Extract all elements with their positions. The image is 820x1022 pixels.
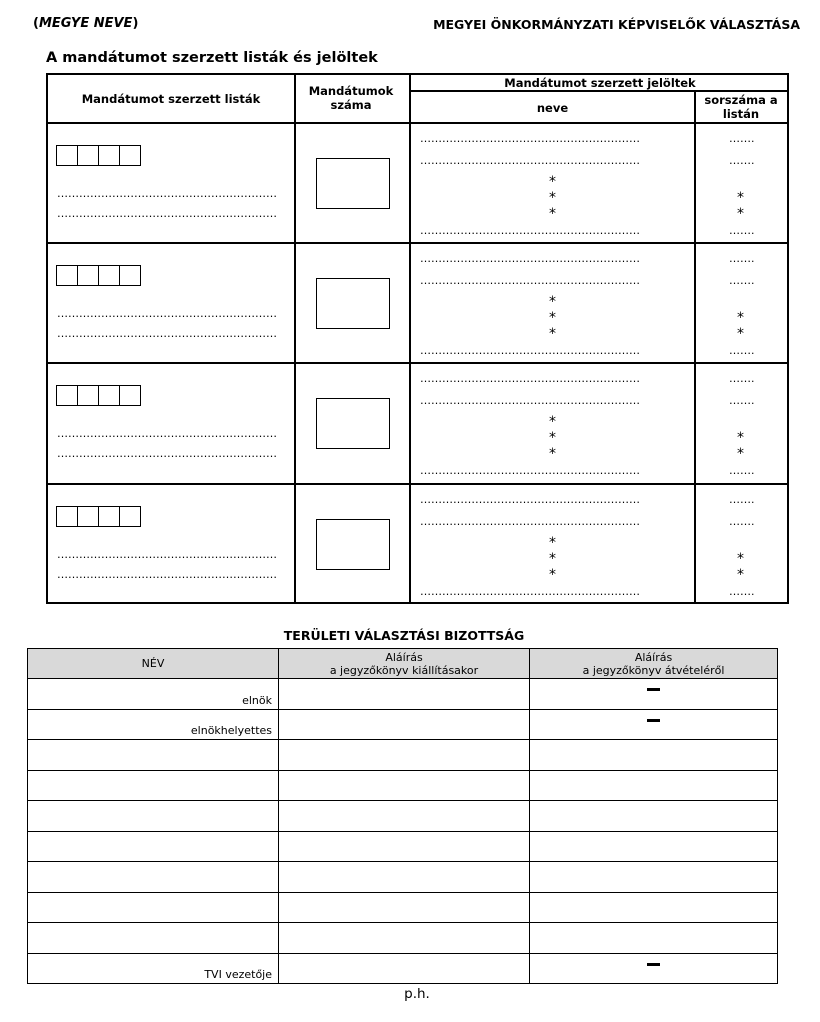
candidate-name-line[interactable]: …………………………………………………… bbox=[420, 586, 640, 598]
candidate-name-line[interactable]: …………………………………………………… bbox=[420, 345, 640, 357]
signature-cell[interactable] bbox=[279, 679, 530, 710]
list-name-line[interactable]: …………………………………………………… bbox=[57, 569, 277, 581]
name-cell[interactable] bbox=[28, 770, 279, 801]
mandate-count-box[interactable] bbox=[316, 519, 390, 570]
rank-dot: . bbox=[751, 225, 755, 237]
code-box-cell[interactable] bbox=[119, 385, 141, 406]
star-mark: * bbox=[737, 551, 744, 567]
mandate-count-box[interactable] bbox=[316, 398, 390, 449]
candidate-name-line[interactable]: …………………………………………………… bbox=[420, 494, 640, 506]
signature-cell[interactable] bbox=[530, 831, 778, 862]
code-box-cell[interactable] bbox=[119, 145, 141, 166]
star-mark: * bbox=[549, 567, 556, 583]
col-header-rank: sorszáma a listán bbox=[704, 93, 778, 121]
col-header-count: Mandátumok száma bbox=[308, 84, 394, 112]
candidate-rank-line[interactable]: …… bbox=[729, 275, 751, 287]
committee-title: TERÜLETI VÁLASZTÁSI BIZOTTSÁG bbox=[283, 628, 525, 643]
rank-dot: . bbox=[751, 275, 755, 287]
candidate-rank-line[interactable]: …… bbox=[729, 586, 751, 598]
star-mark: * bbox=[737, 430, 744, 446]
signature-cell[interactable] bbox=[279, 862, 530, 893]
rank-dot: . bbox=[751, 253, 755, 265]
candidate-name-line[interactable]: …………………………………………………… bbox=[420, 253, 640, 265]
dash-mark bbox=[647, 963, 660, 966]
signature-cell[interactable] bbox=[279, 770, 530, 801]
signature-cell[interactable] bbox=[279, 892, 530, 923]
row-divider bbox=[48, 362, 787, 364]
rank-dot: . bbox=[751, 465, 755, 477]
candidate-name-line[interactable]: …………………………………………………… bbox=[420, 373, 640, 385]
star-mark: * bbox=[737, 190, 744, 206]
list-code-boxes[interactable] bbox=[56, 145, 141, 166]
signature-cell[interactable] bbox=[530, 953, 778, 984]
table-row bbox=[28, 831, 778, 862]
role-label-vice-chair: elnökhelyettes bbox=[190, 724, 272, 737]
code-box-cell[interactable] bbox=[98, 506, 120, 527]
star-mark: * bbox=[549, 294, 556, 310]
table-row bbox=[28, 892, 778, 923]
committee-table bbox=[27, 648, 778, 984]
name-cell[interactable] bbox=[28, 831, 279, 862]
name-cell[interactable] bbox=[28, 862, 279, 893]
candidate-name-line[interactable]: …………………………………………………… bbox=[420, 516, 640, 528]
county-name-header: (MEGYE NEVE) bbox=[33, 16, 139, 31]
candidate-name-line[interactable]: …………………………………………………… bbox=[420, 275, 640, 287]
section-title: A mandátumot szerzett listák és jelöltek bbox=[46, 50, 378, 66]
table-row bbox=[28, 953, 778, 984]
signature-cell[interactable] bbox=[279, 740, 530, 771]
col-header-name: neve bbox=[536, 101, 569, 115]
col-header-lists: Mandátumot szerzett listák bbox=[81, 92, 261, 106]
signature-cell[interactable] bbox=[530, 801, 778, 832]
candidate-rank-line[interactable]: …… bbox=[729, 465, 751, 477]
candidate-rank-line[interactable]: …… bbox=[729, 494, 751, 506]
code-box-cell[interactable] bbox=[56, 145, 78, 166]
code-box-cell[interactable] bbox=[77, 385, 99, 406]
signature-cell[interactable] bbox=[530, 862, 778, 893]
code-box-cell[interactable] bbox=[119, 506, 141, 527]
col-divider bbox=[294, 75, 296, 602]
star-mark: * bbox=[737, 326, 744, 342]
list-name-line[interactable]: …………………………………………………… bbox=[57, 208, 277, 220]
rank-dot: . bbox=[751, 133, 755, 145]
candidate-rank-line[interactable]: …… bbox=[729, 133, 751, 145]
list-name-line[interactable]: …………………………………………………… bbox=[57, 188, 277, 200]
star-mark: * bbox=[549, 430, 556, 446]
signature-cell[interactable] bbox=[279, 923, 530, 954]
star-mark: * bbox=[549, 446, 556, 462]
name-cell[interactable] bbox=[28, 953, 279, 984]
candidate-rank-line[interactable]: …… bbox=[729, 345, 751, 357]
dash-mark bbox=[647, 719, 660, 722]
candidate-name-line[interactable]: …………………………………………………… bbox=[420, 225, 640, 237]
star-mark: * bbox=[549, 174, 556, 190]
code-box-cell[interactable] bbox=[56, 385, 78, 406]
table-row bbox=[28, 679, 778, 710]
col-header-name: NÉV bbox=[28, 649, 279, 679]
code-box-cell[interactable] bbox=[77, 506, 99, 527]
code-box-cell[interactable] bbox=[56, 265, 78, 286]
rank-dot: . bbox=[751, 155, 755, 167]
star-mark: * bbox=[737, 206, 744, 222]
dash-mark bbox=[647, 688, 660, 691]
star-mark: * bbox=[549, 535, 556, 551]
table-row bbox=[28, 770, 778, 801]
code-box-cell[interactable] bbox=[98, 385, 120, 406]
name-cell[interactable] bbox=[28, 801, 279, 832]
col-header-signature-receipt: Aláírás a jegyzőkönyv átvételéről bbox=[530, 649, 778, 679]
list-name-line[interactable]: …………………………………………………… bbox=[57, 448, 277, 460]
mandate-count-box[interactable] bbox=[316, 158, 390, 209]
star-mark: * bbox=[737, 310, 744, 326]
star-mark: * bbox=[549, 310, 556, 326]
star-mark: * bbox=[549, 206, 556, 222]
candidate-rank-line[interactable]: …… bbox=[729, 373, 751, 385]
signature-cell[interactable] bbox=[530, 740, 778, 771]
row-divider bbox=[48, 242, 787, 244]
candidate-name-line[interactable]: …………………………………………………… bbox=[420, 465, 640, 477]
candidate-name-line[interactable]: …………………………………………………… bbox=[420, 133, 640, 145]
table-row bbox=[28, 740, 778, 771]
list-name-line[interactable]: …………………………………………………… bbox=[57, 308, 277, 320]
signature-cell[interactable] bbox=[530, 770, 778, 801]
signature-cell[interactable] bbox=[530, 892, 778, 923]
candidate-rank-line[interactable]: …… bbox=[729, 516, 751, 528]
star-mark: * bbox=[737, 567, 744, 583]
code-box-cell[interactable] bbox=[77, 145, 99, 166]
row-divider bbox=[409, 90, 787, 92]
role-label-tvi-head: TVI vezetője bbox=[204, 968, 272, 981]
code-box-cell[interactable] bbox=[98, 265, 120, 286]
signature-cell[interactable] bbox=[279, 709, 530, 740]
list-name-line[interactable]: …………………………………………………… bbox=[57, 328, 277, 340]
code-box-cell[interactable] bbox=[98, 145, 120, 166]
star-mark: * bbox=[737, 446, 744, 462]
col-divider bbox=[409, 75, 411, 602]
code-box-cell[interactable] bbox=[56, 506, 78, 527]
list-code-boxes[interactable] bbox=[56, 506, 141, 527]
signature-cell[interactable] bbox=[279, 953, 530, 984]
table-row bbox=[28, 709, 778, 740]
name-cell[interactable] bbox=[28, 892, 279, 923]
candidate-rank-line[interactable]: …… bbox=[729, 395, 751, 407]
role-label-chair: elnök bbox=[242, 693, 272, 707]
candidate-rank-line[interactable]: …… bbox=[729, 155, 751, 167]
table-row bbox=[28, 862, 778, 893]
name-cell[interactable] bbox=[28, 923, 279, 954]
name-cell[interactable] bbox=[28, 679, 279, 710]
mandate-table bbox=[46, 73, 789, 604]
code-box-cell[interactable] bbox=[119, 265, 141, 286]
rank-dot: . bbox=[751, 494, 755, 506]
row-divider bbox=[48, 483, 787, 485]
col-divider bbox=[694, 91, 696, 602]
list-name-line[interactable]: …………………………………………………… bbox=[57, 549, 277, 561]
star-mark: * bbox=[549, 414, 556, 430]
committee-header-row bbox=[28, 649, 778, 679]
signature-cell[interactable] bbox=[279, 831, 530, 862]
table-row bbox=[28, 923, 778, 954]
list-code-boxes[interactable] bbox=[56, 265, 141, 286]
candidate-rank-line[interactable]: …… bbox=[729, 225, 751, 237]
row-divider bbox=[48, 122, 787, 124]
signature-cell[interactable] bbox=[530, 679, 778, 710]
name-cell[interactable] bbox=[28, 709, 279, 740]
rank-dot: . bbox=[751, 395, 755, 407]
code-box-cell[interactable] bbox=[77, 265, 99, 286]
signature-cell[interactable] bbox=[530, 923, 778, 954]
candidate-rank-line[interactable]: …… bbox=[729, 253, 751, 265]
election-title: MEGYEI ÖNKORMÁNYZATI KÉPVISELŐK VÁLASZTÁSA bbox=[433, 17, 800, 32]
stamp-label: p.h. bbox=[404, 986, 430, 1002]
candidate-name-line[interactable]: …………………………………………………… bbox=[420, 395, 640, 407]
candidate-name-line[interactable]: …………………………………………………… bbox=[420, 155, 640, 167]
star-mark: * bbox=[549, 551, 556, 567]
list-code-boxes[interactable] bbox=[56, 385, 141, 406]
name-cell[interactable] bbox=[28, 740, 279, 771]
star-mark: * bbox=[549, 190, 556, 206]
signature-cell[interactable] bbox=[530, 709, 778, 740]
table-row bbox=[28, 801, 778, 832]
rank-dot: . bbox=[751, 516, 755, 528]
list-name-line[interactable]: …………………………………………………… bbox=[57, 428, 277, 440]
rank-dot: . bbox=[751, 586, 755, 598]
rank-dot: . bbox=[751, 345, 755, 357]
rank-dot: . bbox=[751, 373, 755, 385]
col-header-signature-issue: Aláírás a jegyzőkönyv kiállításakor bbox=[279, 649, 530, 679]
star-mark: * bbox=[549, 326, 556, 342]
signature-cell[interactable] bbox=[279, 801, 530, 832]
mandate-count-box[interactable] bbox=[316, 278, 390, 329]
col-header-candidates: Mandátumot szerzett jelöltek bbox=[504, 76, 696, 90]
